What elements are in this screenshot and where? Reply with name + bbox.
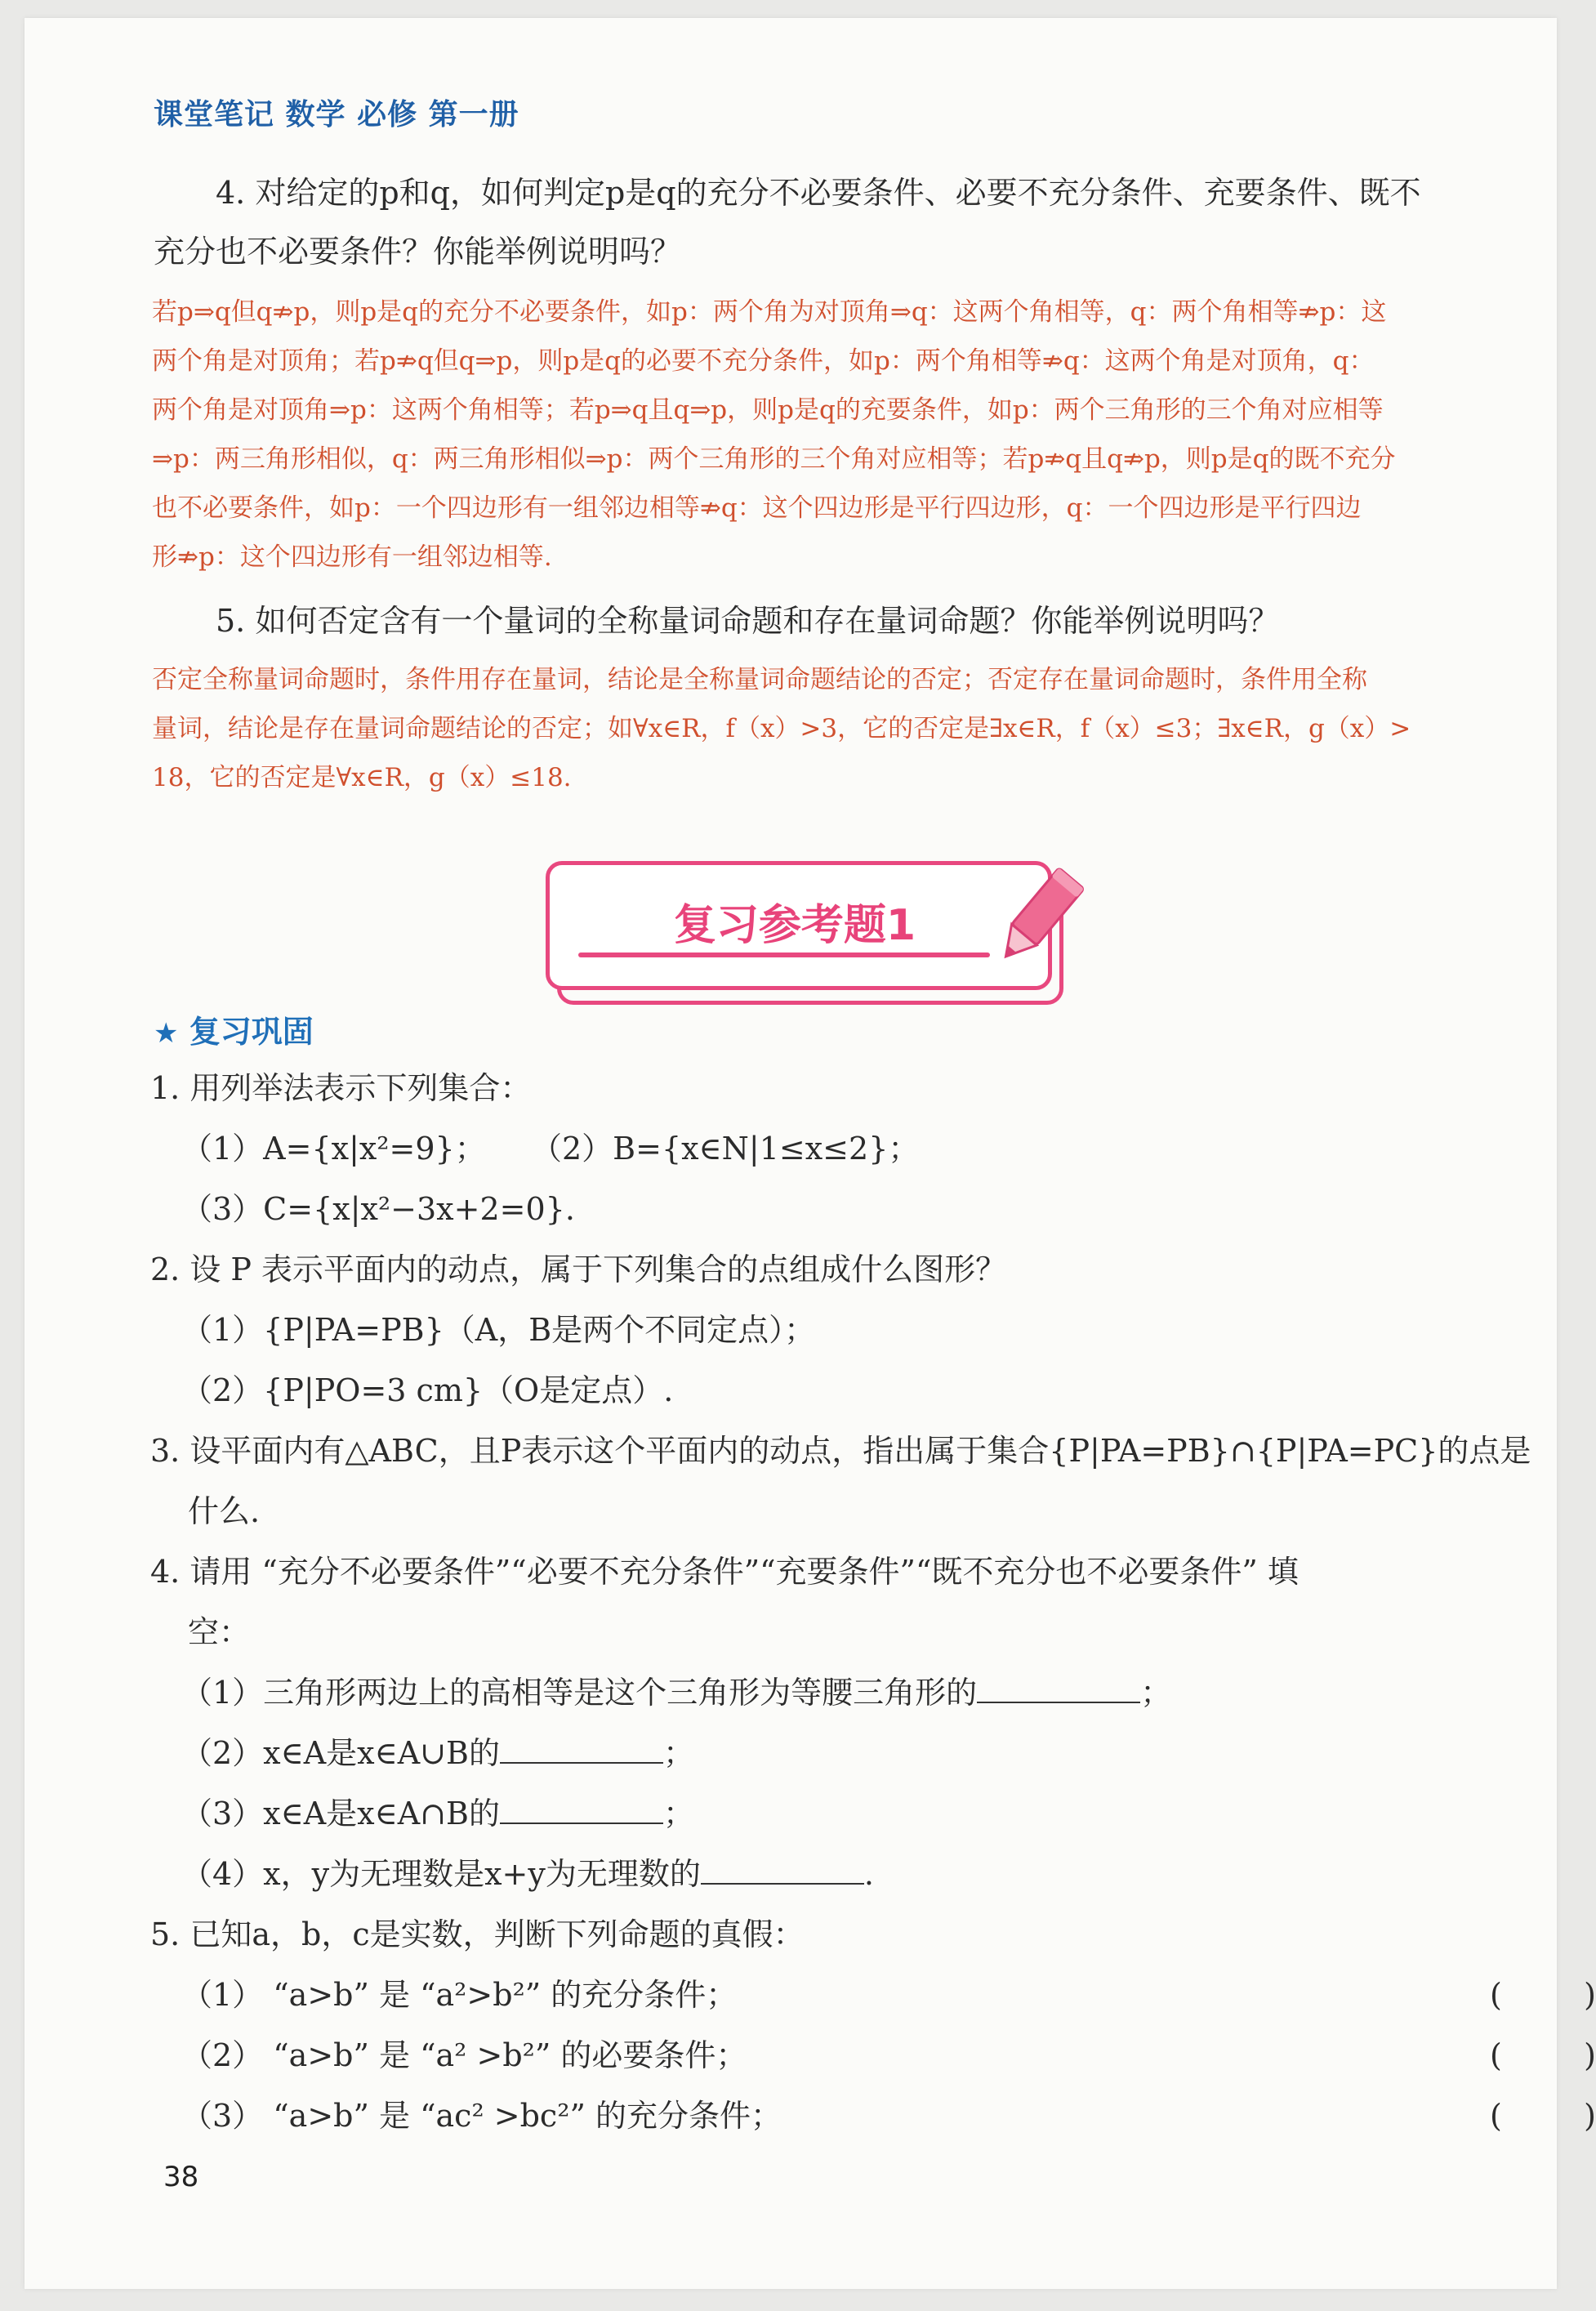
paren-close: ) bbox=[1584, 2098, 1596, 2134]
judgment-parens[interactable] bbox=[1490, 1965, 1596, 2024]
answer-blank[interactable] bbox=[500, 1738, 663, 1764]
judgment-parens[interactable] bbox=[1490, 2026, 1596, 2085]
answer-4-line: 形⇏p：这个四边形有一组邻边相等. bbox=[152, 542, 552, 572]
answer-blank[interactable] bbox=[701, 1858, 864, 1885]
paren-open: ( bbox=[1490, 2098, 1502, 2134]
exercise-2-part-1: （1）{P|PA=PB}（A，B是两个不同定点）； bbox=[181, 1312, 816, 1348]
exercise-4-part-3 bbox=[181, 1784, 694, 1843]
exercise-4-part-2 bbox=[181, 1724, 694, 1782]
answer-5-line: 18，它的否定是∀x∈R，g（x）≤18. bbox=[152, 763, 572, 792]
star-icon: ★ bbox=[154, 1017, 179, 1050]
answer-5-line: 量词，结论是存在量词命题结论的否定；如∀x∈R，f（x）>3，它的否定是∃x∈R，f（x）≤3；∃x∈R，g（x）> bbox=[152, 714, 1411, 743]
answer-5-line: 否定全称量词命题时，条件用存在量词，结论是全称量词命题结论的否定；否定存在量词命题时，条件用全称 bbox=[152, 665, 1367, 694]
question-4-line-1: 4. 对给定的p和q，如何判定p是q的充分不必要条件、必要不充分条件、充要条件、既不 bbox=[216, 175, 1421, 211]
answer-4-line: 也不必要条件，如p：一个四边形有一组邻边相等⇏q：这个四边形是平行四边形，q：一个四边形是平行四边 bbox=[152, 493, 1362, 523]
answer-blank[interactable] bbox=[977, 1677, 1140, 1703]
page-number: 38 bbox=[163, 2161, 199, 2193]
pencil-icon bbox=[988, 866, 1086, 975]
answer-4-line: 若p⇒q但q⇏p，则p是q的充分不必要条件，如p：两个角为对顶角⇒q：这两个角相等，q：两个角相等⇏p：这 bbox=[152, 297, 1387, 327]
exercise-5-part-2: （2） “a>b” 是 “a² >b²” 的必要条件； bbox=[181, 2037, 747, 2073]
question-5-text: 5. 如何否定含有一个量词的全称量词命题和存在量词命题？你能举例说明吗？ bbox=[216, 603, 1280, 639]
exercise-4-part-3-text: （3）x∈A是x∈A∩B的 bbox=[181, 1796, 500, 1831]
box-underline bbox=[578, 953, 990, 957]
section-heading bbox=[154, 1006, 314, 1051]
exercise-3-line-2: 什么. bbox=[188, 1493, 261, 1529]
exercise-1-stem: 1. 用列举法表示下列集合： bbox=[150, 1070, 532, 1106]
paren-open: ( bbox=[1490, 2037, 1502, 2073]
judgment-parens[interactable] bbox=[1490, 2086, 1596, 2145]
exercise-5-part-3: （3） “a>b” 是 “ac² >bc²” 的充分条件； bbox=[181, 2098, 782, 2134]
exercise-4-part-1-text: （1）三角形两边上的高相等是这个三角形为等腰三角形的 bbox=[181, 1675, 978, 1711]
box-title: 复习参考题1 bbox=[673, 901, 916, 950]
answer-4-line: ⇒p：两三角形相似，q：两三角形相似⇒p：两个三角形的三个角对应相等；若p⇏q且q⇏p，则p是q的既不充分 bbox=[152, 444, 1396, 474]
exercise-4-part-4-text: （4）x，y为无理数是x+y为无理数的 bbox=[181, 1856, 701, 1892]
exercise-4-line-2: 空： bbox=[188, 1614, 251, 1650]
exercise-1-part-3: （3）C={x|x²−3x+2=0}. bbox=[181, 1191, 575, 1227]
answer-4-line: 两个角是对顶角⇒p：这两个角相等；若p⇒q且q⇒p，则p是q的充要条件，如p：两个三角形的三个角对应相等 bbox=[152, 395, 1384, 425]
punctuation: ； bbox=[1140, 1675, 1172, 1711]
exercise-5-stem: 5. 已知a，b，c是实数，判断下列命题的真假： bbox=[150, 1916, 805, 1952]
paren-open: ( bbox=[1490, 1977, 1502, 2013]
exercise-2-stem: 2. 设 P 表示平面内的动点，属于下列集合的点组成什么图形？ bbox=[150, 1251, 1007, 1287]
exercise-1-part-1: （1）A={x|x²=9}； bbox=[181, 1131, 486, 1167]
running-header: 课堂笔记 数学 必修 第一册 bbox=[154, 98, 519, 132]
exercise-5-part-1: （1） “a>b” 是 “a²>b²” 的充分条件； bbox=[181, 1977, 738, 2013]
exercise-list bbox=[150, 1059, 1596, 2145]
answer-4-line: 两个角是对顶角；若p⇏q但q⇒p，则p是q的必要不充分条件，如p：两个角相等⇏q：这两个角是对顶角，q： bbox=[152, 346, 1375, 376]
section-title: 复习巩固 bbox=[189, 1014, 314, 1050]
exercise-4-part-1 bbox=[181, 1663, 1171, 1722]
exercise-1-part-2: （2）B={x∈N|1≤x≤2}； bbox=[531, 1131, 920, 1167]
answer-blank[interactable] bbox=[500, 1798, 663, 1824]
exercise-4-line-1: 4. 请用 “充分不必要条件”“必要不充分条件”“充要条件”“既不充分也不必要条件” 填 bbox=[150, 1554, 1299, 1590]
paren-close: ) bbox=[1584, 2037, 1596, 2073]
punctuation: ； bbox=[662, 1796, 694, 1831]
question-4-line-2: 充分也不必要条件？你能举例说明吗？ bbox=[154, 234, 682, 270]
punctuation: ； bbox=[662, 1735, 694, 1771]
exercise-4-part-4 bbox=[181, 1845, 874, 1903]
punctuation: . bbox=[863, 1856, 874, 1892]
exercise-2-part-2: （2）{P|PO=3 cm}（O是定点）. bbox=[181, 1372, 674, 1408]
exercise-3-line-1: 3. 设平面内有△ABC，且P表示这个平面内的动点，指出属于集合{P|PA=PB}∩{P|PA=PC}的点是 bbox=[150, 1433, 1531, 1469]
paren-close: ) bbox=[1584, 1977, 1596, 2013]
exercise-4-part-2-text: （2）x∈A是x∈A∪B的 bbox=[181, 1735, 500, 1771]
